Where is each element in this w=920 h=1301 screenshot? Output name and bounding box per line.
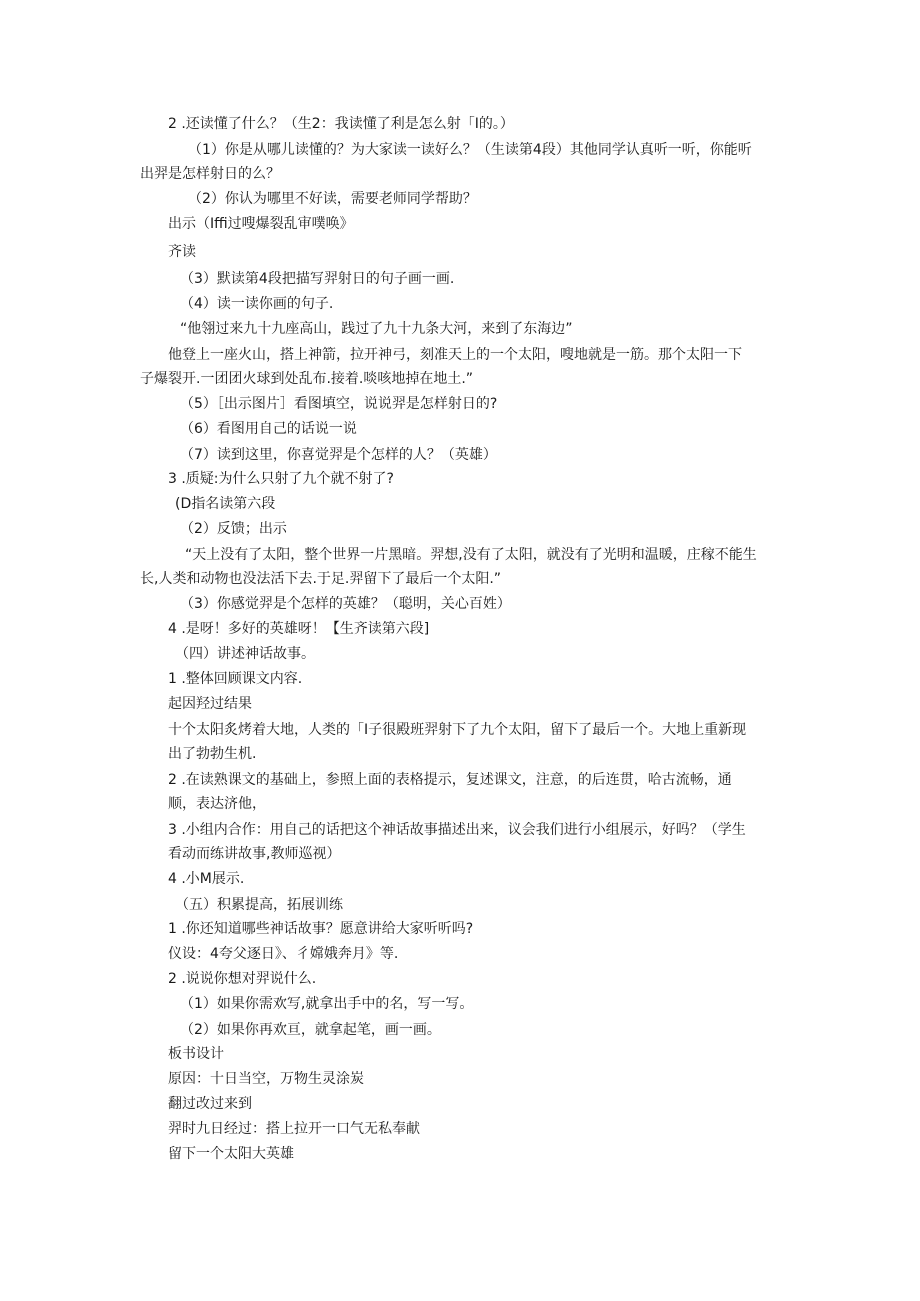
text-line-38: 板书设计 — [168, 1046, 224, 1062]
text-line-4: （2）你认为哪里不好读，需要老师同学帮助？ — [188, 191, 477, 207]
text-line-37: （2）如果你再欢亘，就拿起笔，画一画。 — [180, 1022, 441, 1038]
text-line-28: 顺，表达济他， — [168, 796, 266, 812]
text-line-15: 3 .质疑:为什么只射了九个就不射了? — [168, 471, 394, 487]
text-line-16: (D指名读第六段 — [175, 496, 276, 512]
text-line-42: 留下一个太阳大英雄 — [168, 1146, 294, 1162]
text-line-32: （五）积累提高，拓展训练 — [175, 897, 343, 913]
text-line-12: （5）［出示图片］看图填空，说说羿是怎样射日的? — [180, 396, 498, 412]
text-line-26: 出了勃勃生机. — [168, 746, 257, 762]
text-line-40: 翻过改过来到 — [168, 1096, 252, 1112]
text-line-29: 3 .小组内合作：用自己的话把这个神话故事描述出来，议会我们进行小组展示，好吗？（学生 — [168, 822, 746, 838]
text-line-1: 2 .还读懂了什么？（生2：我读懂了利是怎么射「I的。） — [168, 116, 514, 132]
text-line-31: 4 .小M展示. — [168, 871, 245, 887]
text-line-5: 出示（Iffi过嗖爆裂乱审噗唤》 — [168, 216, 354, 232]
text-line-34: 仪设：4夸父逐日》、彳嫦娥奔月》等. — [168, 946, 399, 962]
text-line-41: 羿时九日经过：搭上拉开一口气无私奉献 — [168, 1121, 420, 1137]
text-line-11: 子爆裂开.一团团火球到处乱布.接着.啖咳地掉在地土.” — [140, 371, 474, 387]
text-line-10: 他登上一座火山，搭上神箭，拉开神弓，刻准天上的一个太阳，嗖地就是一筋。那个太阳一下 — [168, 347, 742, 363]
text-line-23: 1 .整体回顾课文内容. — [168, 671, 303, 687]
text-line-17: （2）反馈；出示 — [180, 521, 287, 537]
text-line-39: 原因：十日当空，万物生灵涂炭 — [168, 1071, 364, 1087]
text-line-7: （3）默读第4段把描写羿射日的句子画一画. — [180, 271, 455, 287]
text-line-9: “他翎过来九十九座高山，践过了九十九条大河，来到了东海边” — [180, 321, 573, 337]
text-line-8: （4）读一读你画的句子. — [180, 296, 334, 312]
text-line-30: 看动而练讲故事,教师巡视） — [168, 846, 341, 862]
text-line-2: （1）你是从哪儿读懂的？为大家读一读好么？（生读第4段）其他同学认真听一听，你能听 — [188, 142, 752, 158]
text-line-36: （1）如果你需欢写,就拿出手中的名，写一写。 — [180, 996, 474, 1012]
text-line-25: 十个太阳炙烤着大地，人类的「I子很殿班羿射下了九个太阳，留下了最后一个。大地上重新现 — [168, 722, 747, 738]
text-line-14: （7）读到这里，你喜觉羿是个怎样的人？（英雄） — [180, 447, 497, 463]
text-line-20: （3）你感觉羿是个怎样的英雄？（聪明，关心百姓） — [180, 596, 511, 612]
text-line-19: 长,人类和动物也没法活下去.于足.羿留下了最后一个太阳.” — [140, 571, 502, 587]
text-line-13: （6）看图用自己的话说一说 — [180, 421, 357, 437]
text-line-33: 1 .你还知道哪些神话故事？愿意讲给大家听听吗? — [168, 921, 474, 937]
text-line-22: （四）讲述神话故事。 — [175, 646, 315, 662]
text-line-6: 齐读 — [168, 244, 196, 260]
text-line-18: “天上没有了太阳，整个世界一片黑暗。羿想,没有了太阳，就没有了光明和温暖，庄稼不能生 — [185, 547, 757, 563]
text-line-35: 2 .说说你想对羿说什么. — [168, 971, 317, 987]
text-line-21: 4 .是呀！多好的英雄呀！【生齐读第六段] — [168, 621, 430, 637]
text-line-24: 起因羟过结果 — [168, 696, 252, 712]
text-line-27: 2 .在读熟课文的基础上，参照上面的表格提示，复述课文，注意，的后连贯，哈古流畅，通 — [168, 772, 732, 788]
text-line-3: 出羿是怎样射日的么？ — [140, 166, 280, 182]
